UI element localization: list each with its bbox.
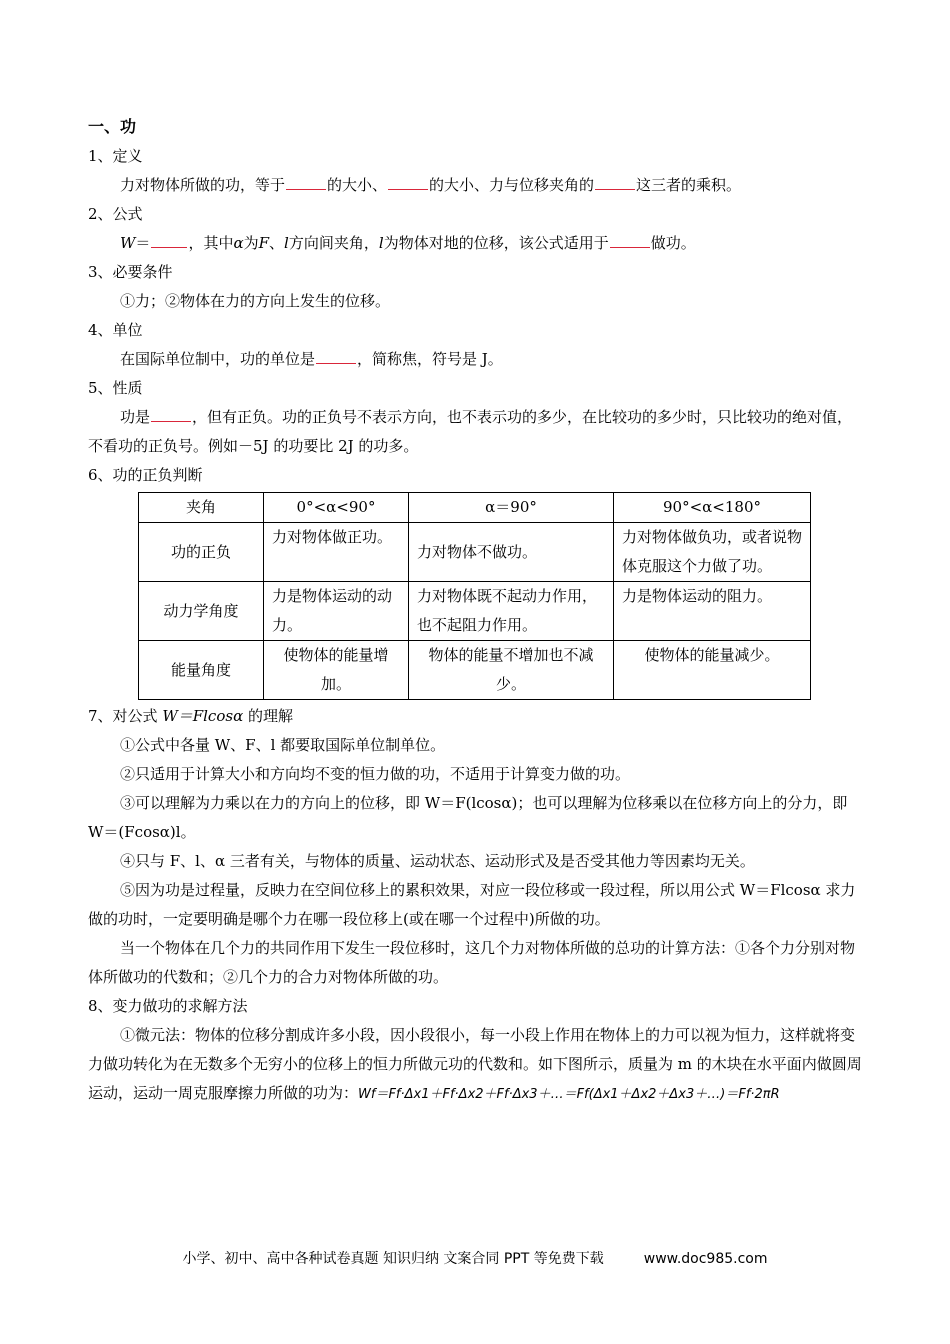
understanding-item-4: ④只与 F、l、α 三者有关，与物体的质量、运动状态、运动形式及是否受其他力等因素均无关。 <box>120 852 755 870</box>
work-sign-table <box>138 492 811 700</box>
document-body <box>88 112 864 1109</box>
table-header-row <box>139 493 811 523</box>
table-cell: 力对物体做正功。 <box>264 523 409 582</box>
table-header-cell: 夹角 <box>139 493 264 523</box>
table-cell: 力对物体不做功。 <box>409 523 614 582</box>
answer-blank[interactable] <box>151 405 191 422</box>
table-row-label: 功的正负 <box>139 523 264 582</box>
table-cell: 力对物体做负功，或者说物体克服这个力做了功。 <box>614 523 811 582</box>
friction-work-formula: Wf＝Ff·Δx1＋Ff·Δx2＋Ff·Δx3＋…＝Ff(Δx1＋Δx2＋Δx3＋…)＝Ff·2πR <box>358 1087 780 1102</box>
table-row-label: 能量角度 <box>139 641 264 700</box>
answer-blank[interactable] <box>595 173 635 190</box>
property-text: 功是 ，但有正负。功的正负号不表示方向，也不表示功的多少，在比较功的多少时，只比较功的绝对值，不看功的正负号。例如－5J 的功要比 2J 的功多。 <box>88 403 864 461</box>
footer-text: 小学、初中、高中各种试卷真题 知识归纳 文案合同 PPT 等免费下载 <box>182 1251 604 1267</box>
table-row <box>139 523 811 582</box>
understanding-item-3: ③可以理解为力乘以在力的方向上的位移，即 W＝F(lcosα)；也可以理解为位移乘以在位移方向上的分力，即 W＝(Fcosα)l。 <box>88 794 848 841</box>
answer-blank[interactable] <box>388 173 428 190</box>
understanding-item-1: ①公式中各量 W、F、l 都要取国际单位制单位。 <box>120 736 446 754</box>
table-row <box>139 641 811 700</box>
table-header-cell: 90°<α<180° <box>614 493 811 523</box>
condition-text: ①力；②物体在力的方向上发生的位移。 <box>120 292 391 310</box>
answer-blank[interactable] <box>151 231 187 248</box>
microelement-method-text: ①微元法：物体的位移分割成许多小段，因小段很小，每一小段上作用在物体上的力可以视为恒力，这样就将变力做功转化为在无数多个无穷小的位移上的恒力所做元功的代数和。如下图所示，质量为 m 的木块在水平面内做圆周运动，运动一周克服摩擦力所做的功为：Wf＝Ff·Δx1＋Ff·Δx2＋Ff·Δx3＋…＝Ff(Δx1＋Δx2＋Δx3＋…)＝Ff·2πR <box>88 1026 862 1102</box>
table-row-label: 动力学角度 <box>139 582 264 641</box>
table-header-cell: α＝90° <box>409 493 614 523</box>
unit-text: 在国际单位制中，功的单位是 ，简称焦，符号是 J。 <box>88 345 864 374</box>
sign-heading: 6、功的正负判断 <box>88 466 203 484</box>
unit-heading: 4、单位 <box>88 321 143 339</box>
table-cell: 力是物体运动的动力。 <box>264 582 409 641</box>
table-row <box>139 582 811 641</box>
section-title: 一、功 <box>88 117 137 136</box>
understanding-total-work: 当一个物体在几个力的共同作用下发生一段位移时，这几个力对物体所做的总功的计算方法：①各个力分别对物体所做功的代数和；②几个力的合力对物体所做的功。 <box>88 939 856 986</box>
variable-force-heading: 8、变力做功的求解方法 <box>88 997 248 1015</box>
definition-heading: 1、定义 <box>88 147 143 165</box>
condition-heading: 3、必要条件 <box>88 263 173 281</box>
understanding-heading: 7、对公式 W＝Flcosα 的理解 <box>88 707 293 725</box>
formula-heading: 2、公式 <box>88 205 143 223</box>
understanding-item-5: ⑤因为功是过程量，反映力在空间位移上的累积效果，对应一段位移或一段过程，所以用公式 W＝Flcosα 求力做的功时，一定要明确是哪个力在哪一段位移上(或在哪一个过程中)所做的功。 <box>88 881 856 928</box>
page-footer <box>0 1248 950 1268</box>
table-cell: 力对物体既不起动力作用，也不起阻力作用。 <box>409 582 614 641</box>
answer-blank[interactable] <box>286 173 326 190</box>
definition-text: 力对物体所做的功，等于 的大小、 的大小、力与位移夹角的 这三者的乘积。 <box>88 171 864 200</box>
table-cell: 力是物体运动的阻力。 <box>614 582 811 641</box>
property-heading: 5、性质 <box>88 379 143 397</box>
table-cell: 使物体的能量增加。 <box>264 641 409 700</box>
understanding-item-2: ②只适用于计算大小和方向均不变的恒力做的功，不适用于计算变力做的功。 <box>120 765 631 783</box>
table-header-cell: 0°<α<90° <box>264 493 409 523</box>
formula-text: W＝ ，其中α为F、l方向间夹角，l为物体对地的位移，该公式适用于 做功。 <box>88 229 864 258</box>
table-cell: 使物体的能量减少。 <box>614 641 811 700</box>
footer-url[interactable]: www.doc985.com <box>643 1251 768 1267</box>
answer-blank[interactable] <box>610 231 650 248</box>
table-cell: 物体的能量不增加也不减少。 <box>409 641 614 700</box>
answer-blank[interactable] <box>316 347 356 364</box>
